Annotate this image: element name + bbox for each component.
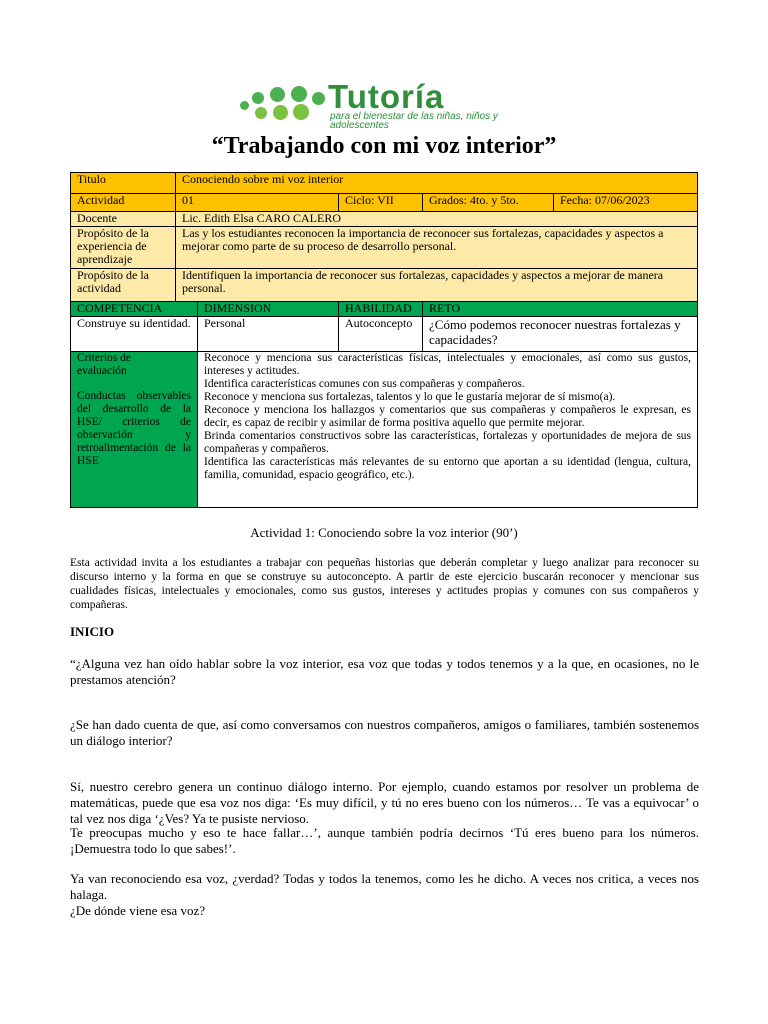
docente-label: Docente — [71, 212, 176, 227]
header-dimension: DIMENSION — [198, 302, 339, 317]
activity-title: Actividad 1: Conociendo sobre la voz interior (90’) — [250, 525, 518, 540]
criterios-label: Criterios de evaluación — [77, 352, 131, 377]
criterio-item: Identifica características comunes con sus compañeras y compañeros. — [204, 378, 525, 390]
header-habilidad: HABILIDAD — [339, 302, 423, 317]
titulo-label: Titulo — [71, 173, 176, 194]
docente-value: Lic. Edith Elsa CARO CALERO — [176, 212, 698, 227]
actividad-value: 01 — [176, 194, 339, 212]
criterio-item: Reconoce y menciona sus fortalezas, talentos y lo que le gustaría mejorar de sí mismo(a). — [204, 391, 616, 403]
inicio-heading: INICIO — [70, 624, 115, 639]
proposito-experiencia-value: Las y los estudiantes reconocen la importancia de reconocer sus fortalezas, capacidades y aspectos a mejorar como parte de su proceso de desarrollo personal. — [176, 227, 698, 269]
grados-value: Grados: 4to. y 5to. — [423, 194, 554, 212]
intro-paragraph: Esta actividad invita a los estudiantes a trabajar con pequeñas historias que deberán completar y luego analizar para reconocer su discurso interno y la forma en que se construye su autoconcepto. A partir de este ejercicio buscarán reconocer y mencionar sus cualidades físicas, intelectuales y emocionales, como sus gustos, intereses y actitudes propias y comunes con sus compañeros y compañeras. — [70, 557, 699, 611]
criterio-item: Brinda comentarios constructivos sobre las características, fortalezas y oportunidades de mejora de sus compañeras y compañeros. — [204, 430, 692, 455]
criterios-list — [198, 352, 698, 508]
paragraph-5: Ya van reconociendo esa voz, ¿verdad? Todas y todos la tenemos, como les he dicho. A veces nos critica, a veces nos halaga. — [70, 871, 699, 902]
paragraph-1: “¿Alguna vez han oído hablar sobre la voz interior, esa voz que todas y todos tenemos y a la que, en ocasiones, no le prestamos atención? — [70, 656, 699, 687]
logo-dots-icon — [236, 86, 328, 122]
criterios-cell — [71, 352, 198, 508]
paragraph-4: Te preocupas mucho y eso te hace fallar…’, aunque también podría decirnos ‘Tú eres bueno para los números. ¡Demuestra todo lo que sabes!’. — [70, 825, 699, 856]
paragraph-2: ¿Se han dado cuenta de que, así como conversamos con nuestros compañeros, amigos o familiares, también sostenemos un diálogo interior? — [70, 717, 699, 748]
reto-value: ¿Cómo podemos reconocer nuestras fortalezas y capacidades? — [423, 317, 698, 352]
criterio-item: Reconoce y menciona sus características físicas, intelectuales y emocionales, así como sus gustos, intereses y actitudes. — [204, 352, 692, 377]
proposito-actividad-value: Identifiquen la importancia de reconocer sus fortalezas, capacidades y aspectos a mejorar de manera personal. — [176, 269, 698, 302]
habilidad-value: Autoconcepto — [339, 317, 423, 352]
page-title: “Trabajando con mi voz interior” — [211, 133, 557, 159]
paragraph-6: ¿De dónde viene esa voz? — [70, 903, 205, 918]
competencia-value: Construye su identidad. — [71, 317, 198, 352]
criterio-item: Identifica las características más relevantes de su entorno que aportan a su identidad (lengua, cultura, familia, comunidad, espacio geográfico, etc.). — [204, 456, 692, 481]
proposito-actividad-label: Propósito de la actividad — [71, 269, 176, 302]
header-competencia: COMPETENCIA — [71, 302, 198, 317]
conductas-label: Conductas observables del desarrollo de la HSE/ criterios de observación y retroalimentación de la HSE — [77, 390, 191, 467]
titulo-value: Conociendo sobre mi voz interior — [176, 173, 698, 194]
ciclo-value: Ciclo: VII — [339, 194, 423, 212]
tutoria-logo — [236, 78, 536, 131]
paragraph-3: Sí, nuestro cerebro genera un continuo diálogo interno. Por ejemplo, cuando estamos por resolver un problema de matemáticas, puede que esa voz nos diga: ‘Es muy difícil, y tú no eres bueno con los números… Te vas a equivocar’ o tal vez nos diga ‘¿Ves? Ya te pusiste nervioso. — [70, 779, 699, 826]
fecha-value: Fecha: 07/06/2023 — [554, 194, 698, 212]
proposito-experiencia-label: Propósito de la experiencia de aprendizaje — [71, 227, 176, 269]
actividad-label: Actividad — [71, 194, 176, 212]
activity-info-table — [70, 172, 698, 508]
logo-wordmark: Tutoría — [328, 78, 445, 115]
logo-tagline: para el bienestar de las niñas, niños y adolescentes — [330, 111, 498, 131]
dimension-value: Personal — [198, 317, 339, 352]
criterio-item: Reconoce y menciona los hallazgos y comentarios que sus compañeras y compañeros le expresan, es decir, es capaz de recibir y asimilar de forma positiva aquello que permite mejorar. — [204, 404, 692, 429]
header-reto: RETO — [423, 302, 698, 317]
